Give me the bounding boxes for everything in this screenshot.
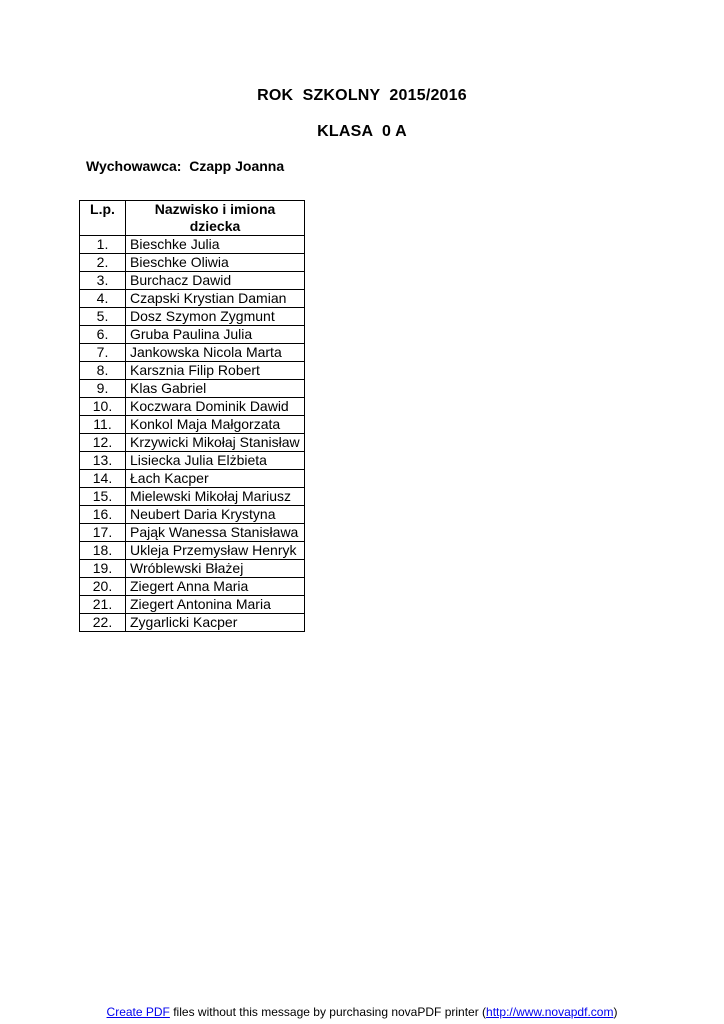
row-child-name: Czapski Krystian Damian — [126, 290, 305, 308]
header-lp: L.p. — [80, 201, 126, 236]
row-child-name: Zygarlicki Kacper — [126, 614, 305, 632]
table-row — [80, 578, 305, 596]
footer-middle-text: files without this message by purchasing novaPDF printer ( — [169, 1005, 487, 1019]
row-lp: 8. — [80, 362, 126, 380]
row-lp: 5. — [80, 308, 126, 326]
table-row — [80, 254, 305, 272]
row-child-name: Klas Gabriel — [126, 380, 305, 398]
footer-watermark — [0, 1005, 724, 1019]
row-lp: 2. — [80, 254, 126, 272]
table-row — [80, 290, 305, 308]
row-child-name: Bieschke Oliwia — [126, 254, 305, 272]
row-lp: 9. — [80, 380, 126, 398]
table-row — [80, 506, 305, 524]
header-name: Nazwisko i imiona dziecka — [126, 201, 305, 236]
row-lp: 22. — [80, 614, 126, 632]
table-row — [80, 470, 305, 488]
row-lp: 6. — [80, 326, 126, 344]
row-lp: 15. — [80, 488, 126, 506]
row-child-name: Koczwara Dominik Dawid — [126, 398, 305, 416]
teacher-line: Wychowawca: Czapp Joanna — [86, 158, 285, 174]
row-lp: 10. — [80, 398, 126, 416]
row-lp: 17. — [80, 524, 126, 542]
row-lp: 4. — [80, 290, 126, 308]
row-child-name: Burchacz Dawid — [126, 272, 305, 290]
row-child-name: Karsznia Filip Robert — [126, 362, 305, 380]
table-row — [80, 326, 305, 344]
row-child-name: Pająk Wanessa Stanisława — [126, 524, 305, 542]
row-lp: 3. — [80, 272, 126, 290]
row-child-name: Konkol Maja Małgorzata — [126, 416, 305, 434]
table-row — [80, 344, 305, 362]
table-row — [80, 452, 305, 470]
table-row — [80, 488, 305, 506]
table-row — [80, 596, 305, 614]
row-lp: 20. — [80, 578, 126, 596]
student-list-table — [79, 200, 305, 632]
table-row — [80, 236, 305, 254]
table-row — [80, 542, 305, 560]
row-lp: 21. — [80, 596, 126, 614]
row-lp: 11. — [80, 416, 126, 434]
row-child-name: Neubert Daria Krystyna — [126, 506, 305, 524]
row-lp: 13. — [80, 452, 126, 470]
table-header-row — [80, 201, 305, 236]
page-title-school-year: ROK SZKOLNY 2015/2016 — [257, 87, 467, 104]
row-child-name: Łach Kacper — [126, 470, 305, 488]
table-row — [80, 416, 305, 434]
student-rows — [80, 236, 305, 632]
table-row — [80, 560, 305, 578]
row-child-name: Lisiecka Julia Elżbieta — [126, 452, 305, 470]
table-row — [80, 362, 305, 380]
row-lp: 18. — [80, 542, 126, 560]
create-pdf-link[interactable]: Create PDF — [106, 1005, 170, 1019]
row-child-name: Wróblewski Błażej — [126, 560, 305, 578]
row-child-name: Jankowska Nicola Marta — [126, 344, 305, 362]
row-lp: 12. — [80, 434, 126, 452]
row-child-name: Mielewski Mikołaj Mariusz — [126, 488, 305, 506]
footer-end-text: ) — [613, 1005, 618, 1019]
row-child-name: Ziegert Anna Maria — [126, 578, 305, 596]
table-row — [80, 272, 305, 290]
table-row — [80, 398, 305, 416]
table-row — [80, 308, 305, 326]
table-row — [80, 380, 305, 398]
row-lp: 16. — [80, 506, 126, 524]
row-lp: 7. — [80, 344, 126, 362]
row-child-name: Ukleja Przemysław Henryk — [126, 542, 305, 560]
row-lp: 19. — [80, 560, 126, 578]
table-row — [80, 434, 305, 452]
row-child-name: Ziegert Antonina Maria — [126, 596, 305, 614]
row-child-name: Krzywicki Mikołaj Stanisław — [126, 434, 305, 452]
row-child-name: Gruba Paulina Julia — [126, 326, 305, 344]
novapdf-url-link[interactable]: http://www.novapdf.com — [486, 1005, 614, 1019]
class-title: KLASA 0 A — [317, 123, 407, 140]
row-lp: 14. — [80, 470, 126, 488]
row-child-name: Bieschke Julia — [126, 236, 305, 254]
row-child-name: Dosz Szymon Zygmunt — [126, 308, 305, 326]
table-row — [80, 524, 305, 542]
row-lp: 1. — [80, 236, 126, 254]
table-row — [80, 614, 305, 632]
